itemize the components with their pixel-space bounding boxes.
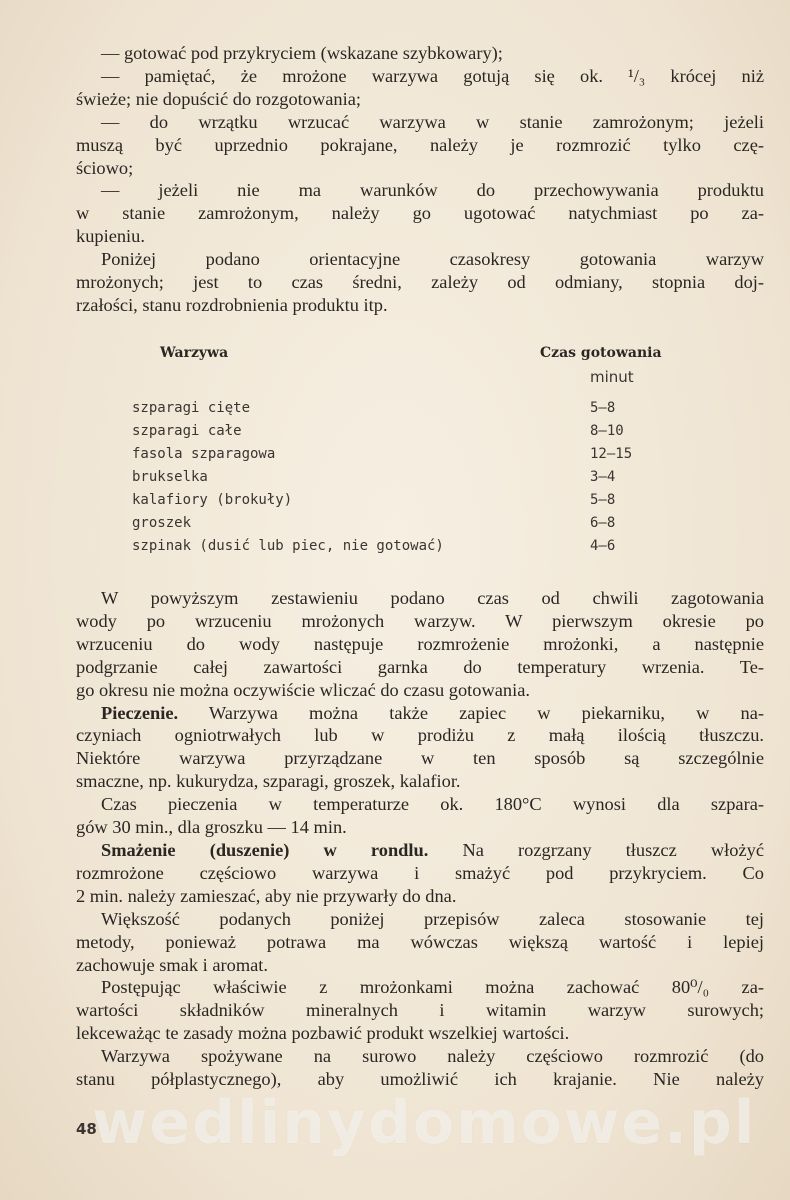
text-line: W powyższym zestawieniu podano czas od chwili zagotowania <box>101 588 764 608</box>
page-number: 48 <box>76 1120 97 1138</box>
cooking-time: 8—10 <box>590 423 624 439</box>
section-heading-baking: Pieczenie. <box>101 702 179 723</box>
vegetable-name: kalafiory (brokuły) <box>132 492 293 508</box>
text-line: muszą być uprzednio pokrajane, należy je rozmrozić tylko czę- <box>76 134 764 155</box>
text-line: Niektóre warzywa przyrządzane w ten sposób są szczególnie <box>76 748 764 769</box>
text-line: lekceważąc te zasady można pozbawić produkt wszelkiej wartości. <box>76 1023 570 1044</box>
text-line: wartości składników mineralnych i witamin warzyw surowych; <box>76 1000 764 1021</box>
text-line: 2 min. należy zamieszać, aby nie przywarły do dna. <box>76 885 457 906</box>
text-line: Czas pieczenia w temperaturze ok. 180°C wynosi dla szpara- <box>101 794 764 815</box>
text-line: — pamiętać, że mrożone warzywa gotują się ok. ¹/₃ krócej niż <box>101 65 764 86</box>
cooking-time: 12—15 <box>590 446 633 462</box>
text-line: — jeżeli nie ma warunków do przechowywania produktu <box>101 180 764 201</box>
text-line: — do wrzątku wrzucać warzywa w stanie zamrożonym; jeżeli <box>101 111 764 132</box>
vegetable-name: szparagi całe <box>132 423 242 439</box>
text-line: zachowuje smak i aromat. <box>76 954 269 975</box>
text-line: rzałości, stanu rozdrobnienia produktu itp. <box>76 294 388 315</box>
text-line: Warzywa spożywane na surowo należy częściowo rozmrozić (do <box>101 1046 764 1067</box>
text-line: Większość podanych poniżej przepisów zaleca stosowanie tej <box>101 908 764 929</box>
cooking-time: 5—8 <box>590 492 616 508</box>
table-row <box>132 469 652 489</box>
table-header-time: Czas gotowania <box>540 345 662 361</box>
text-line: kupieniu. <box>76 226 145 247</box>
table-row <box>132 492 652 512</box>
text-line: podgrzanie całej zawartości garnka do temperatury wrzenia. Te- <box>76 656 764 677</box>
text-line: stanu półplastycznego), aby umożliwić ich krajanie. Nie należy <box>76 1069 764 1090</box>
text-line: Pieczenie. Warzywa można także zapiec w piekarniku, w na- <box>101 702 764 723</box>
text-line: smaczne, np. kukurydza, szparagi, groszek, kalafior. <box>76 771 461 792</box>
text-line: w stanie zamrożonym, należy go ugotować natychmiast po za- <box>76 203 764 224</box>
table-row <box>132 423 652 443</box>
text-line: wody po wrzuceniu mrożonych warzyw. W pierwszym okresie po <box>76 610 764 631</box>
cooking-time: 5—8 <box>590 400 616 416</box>
vegetable-name: szpinak (dusić lub piec, nie gotować) <box>132 538 444 554</box>
text-line: gów 30 min., dla groszku — 14 min. <box>76 817 347 838</box>
text-line: świeże; nie dopuścić do rozgotowania; <box>76 88 361 109</box>
text-line: Postępując właściwie z mrożonkami można zachować 80⁰/₀ za- <box>101 977 764 998</box>
table-header-vegetables: Warzywa <box>160 345 229 361</box>
text-line: go okresu nie można oczywiście wliczać do czasu gotowania. <box>76 679 530 700</box>
body-text <box>76 587 764 1091</box>
vegetable-name: brukselka <box>132 469 208 485</box>
text-line: — gotować pod przykryciem (wskazane szybkowary); <box>101 43 503 63</box>
watermark: wedlinydomowe.pl <box>92 1088 757 1158</box>
text-line: wrzuceniu do wody następuje rozmrożenie mrożonki, a następnie <box>76 633 764 654</box>
cooking-time: 4—6 <box>590 538 616 554</box>
vegetable-name: szparagi cięte <box>132 400 251 416</box>
section-heading-frying: Smażenie (duszenie) w rondlu. <box>101 839 429 860</box>
cooking-time: 3—4 <box>590 469 616 485</box>
table-row <box>132 400 652 420</box>
text-line: rozmrożone częściowo warzywa i smażyć pod przykryciem. Co <box>76 862 764 883</box>
table-row <box>132 446 652 466</box>
text-line: ściowo; <box>76 157 134 178</box>
vegetable-name: fasola szparagowa <box>132 446 276 462</box>
text-line: czyniach ogniotrwałych lub w prodiżu z małą ilością tłuszczu. <box>76 725 764 746</box>
vegetable-name: groszek <box>132 515 192 531</box>
text-line: metody, ponieważ potrawa ma wówczas większą wartość i lepiej <box>76 931 764 952</box>
table-unit: minut <box>590 368 634 386</box>
text-line: mrożonych; jest to czas średni, zależy od odmiany, stopnia doj- <box>76 272 764 293</box>
table-row <box>132 538 652 558</box>
cooking-time: 6—8 <box>590 515 616 531</box>
text-line: Poniżej podano orientacyjne czasokresy gotowania warzyw <box>101 249 764 270</box>
table-row <box>132 515 652 535</box>
instructions-list <box>76 42 764 317</box>
text-line: Smażenie (duszenie) w rondlu. Na rozgrzany tłuszcz włożyć <box>101 839 764 860</box>
